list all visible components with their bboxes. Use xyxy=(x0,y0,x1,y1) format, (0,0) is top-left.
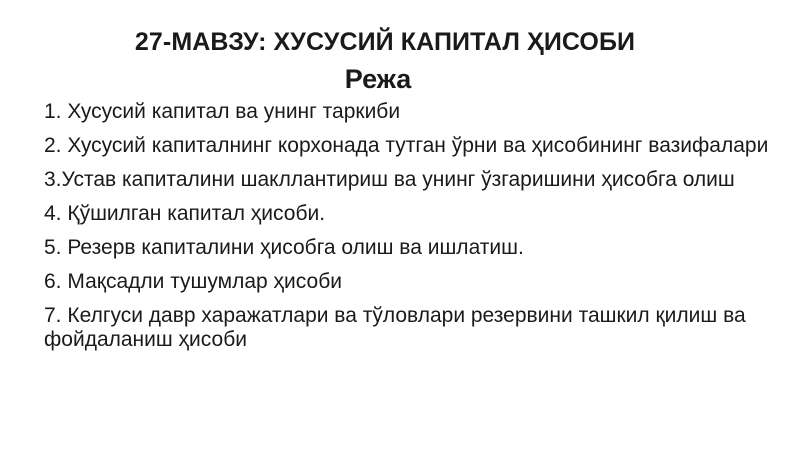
plan-item-4: 4. Қўшилган капитал ҳисоби. xyxy=(44,202,326,225)
plan-item-5: 5. Резерв капиталини ҳисобга олиш ва ишлатиш. xyxy=(44,236,524,259)
plan-item-6: 6. Мақсадли тушумлар ҳисоби xyxy=(44,270,342,293)
plan-item-7: 7. Келгуси давр харажатлари ва тўловлари резервини ташкил қилиш ва фойдаланиш ҳисоби xyxy=(44,304,746,351)
plan-item-1: 1. Хусусий капитал ва унинг таркиби xyxy=(44,100,401,123)
slide-subtitle: Режа xyxy=(344,64,412,94)
plan-item-2: 2. Хусусий капиталнинг корхонада тутган ўрни ва ҳисобининг вазифалари xyxy=(44,134,769,157)
slide-title: 27-МАВЗУ: ХУСУСИЙ КАПИТАЛ ҲИСОБИ xyxy=(134,28,636,56)
plan-item-3: 3.Устав капиталини шакллантириш ва унинг ўзгаришини ҳисобга олиш xyxy=(44,168,735,191)
plan-list xyxy=(44,100,774,362)
